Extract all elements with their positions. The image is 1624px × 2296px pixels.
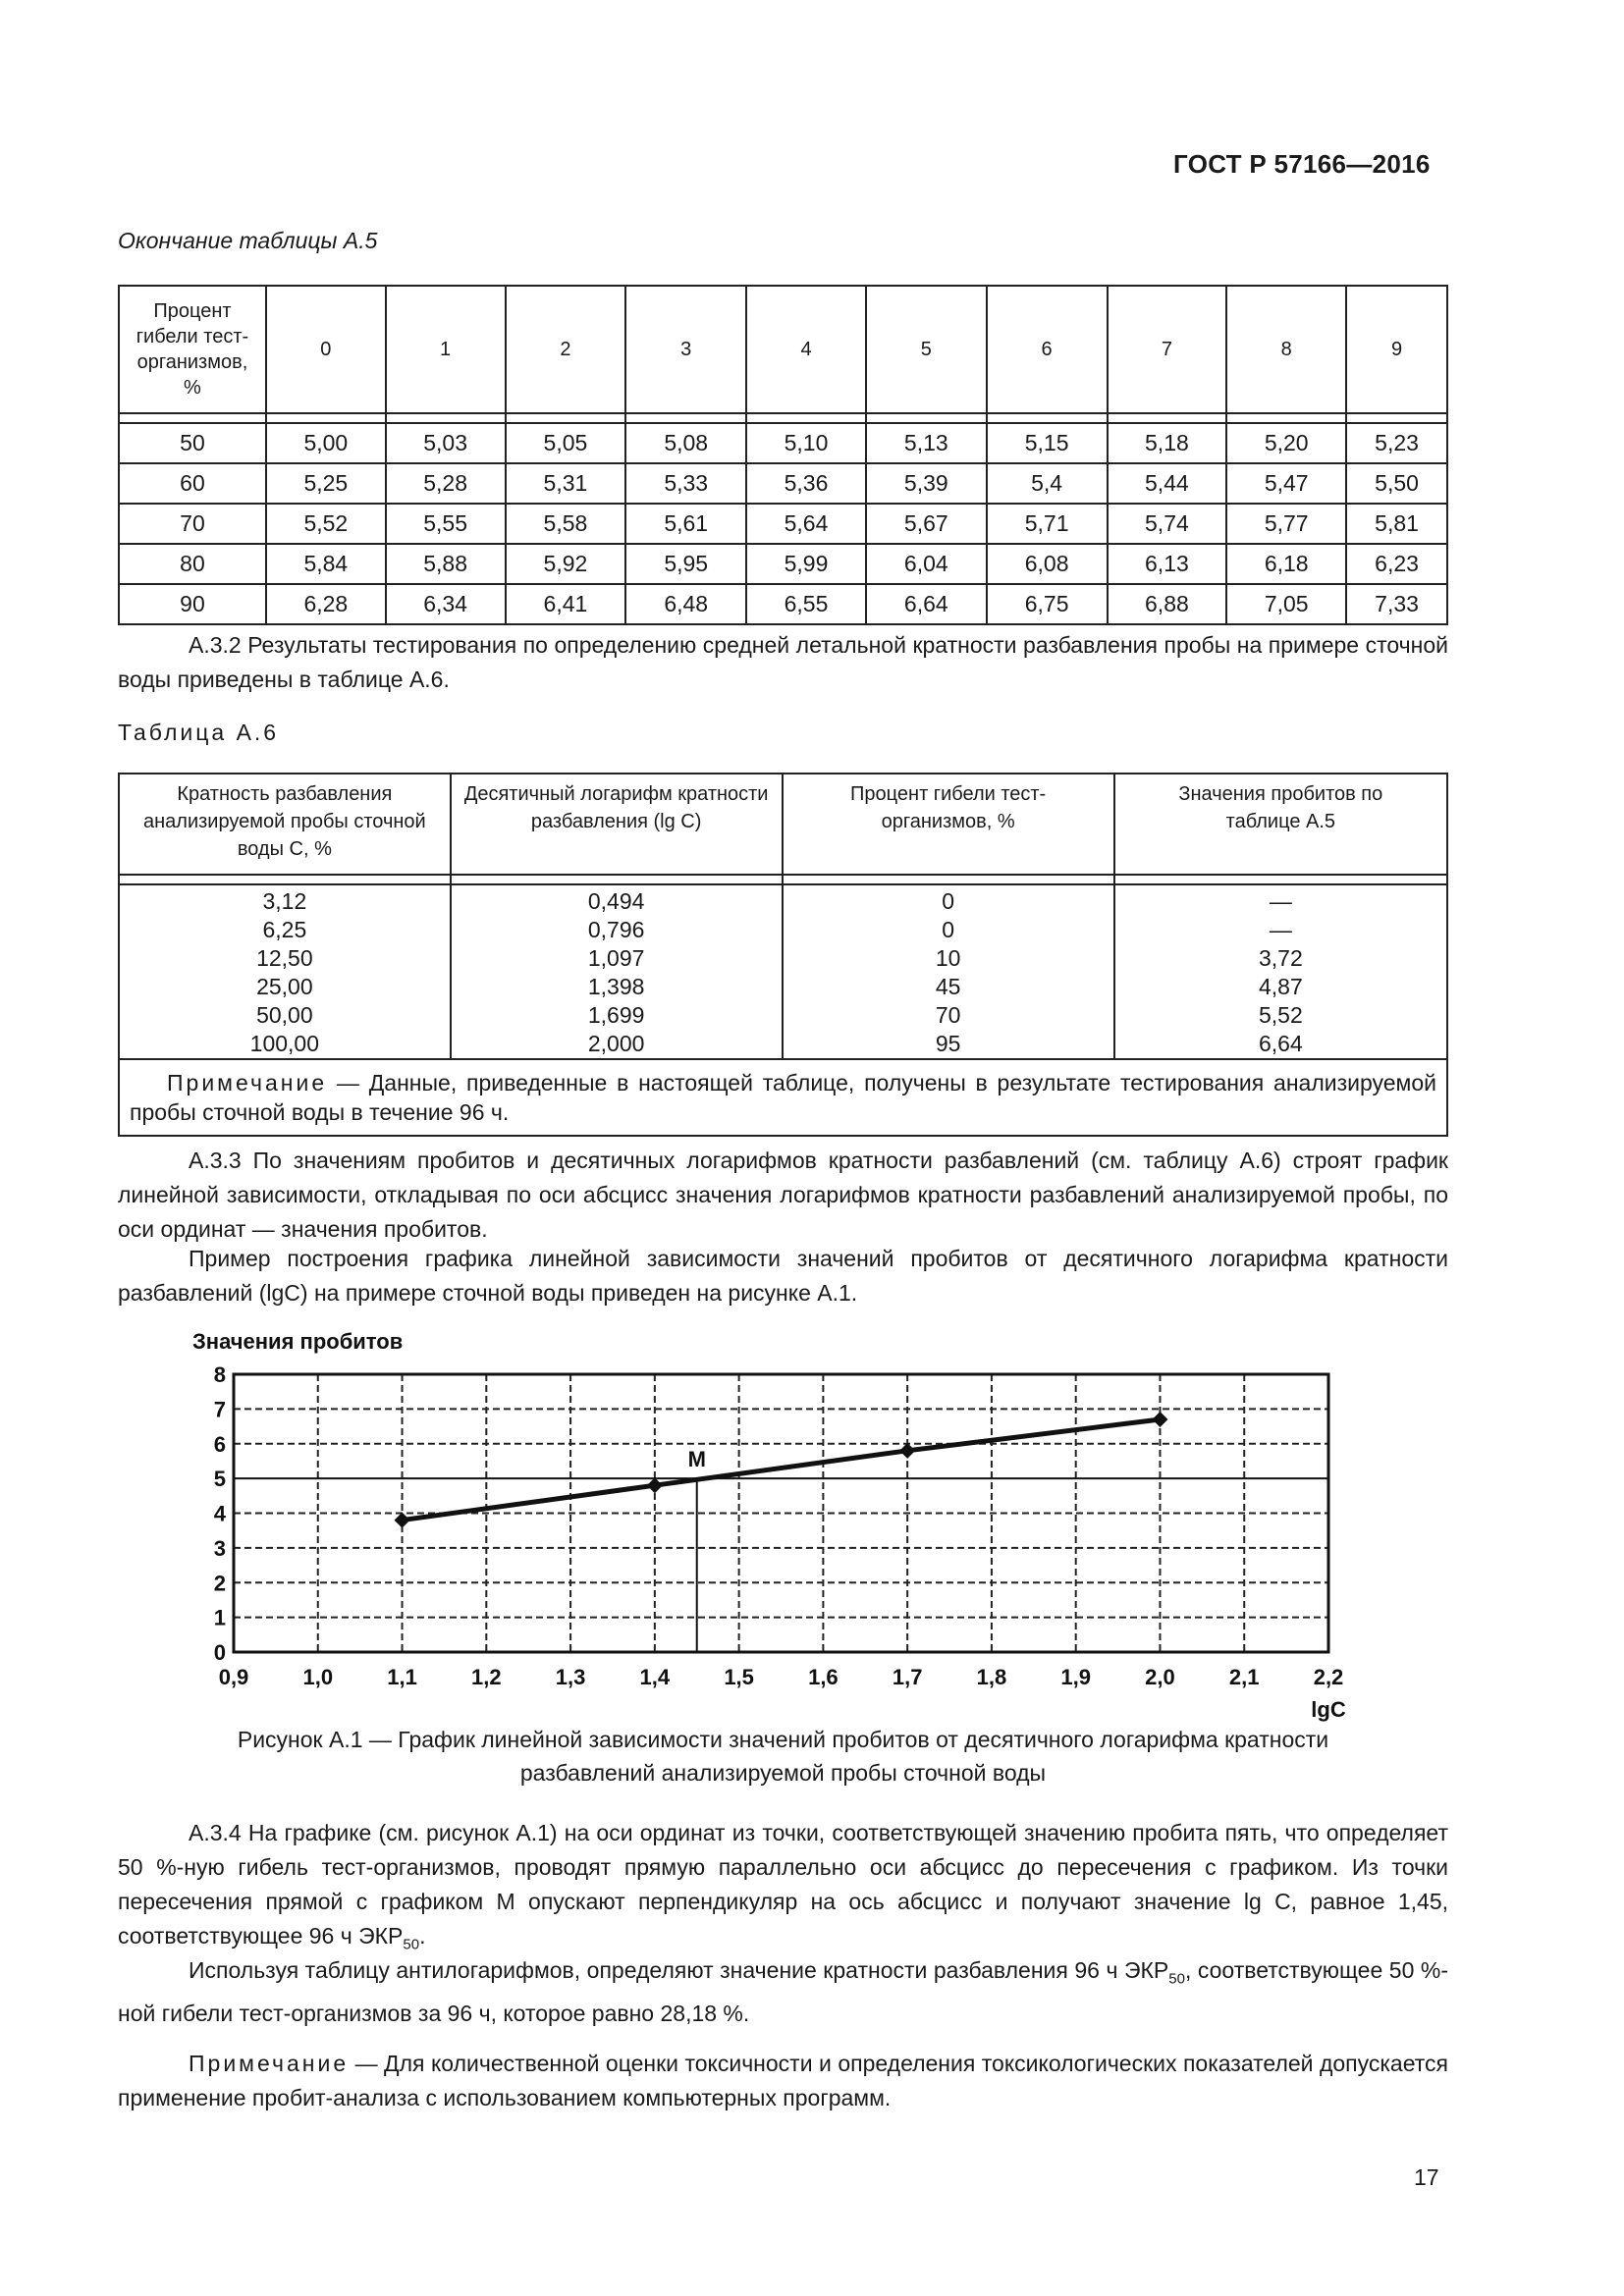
table-cell: 6,64 [1258, 1031, 1303, 1056]
table-a6-col-dilution [119, 884, 451, 1059]
x-tick-label: 1,0 [302, 1665, 334, 1689]
x-tick-label: 1,2 [471, 1665, 502, 1689]
table-cell: 5,05 [506, 423, 626, 463]
table-a5-header-col: 1 [386, 286, 506, 413]
table-cell: 70 [935, 1002, 961, 1028]
x-tick-label: 1,8 [976, 1665, 1007, 1689]
table-cell: 0,796 [587, 917, 645, 942]
table-cell: 50,00 [256, 1002, 313, 1028]
table-a6-header-1: Кратность разбавления анализируемой пробы сточной воды С, % [119, 774, 451, 875]
table-cell: 5,50 [1346, 463, 1447, 504]
table-cell: 6,48 [625, 584, 746, 624]
table-cell: 5,64 [746, 504, 866, 544]
paragraph-a32: А.3.2 Результаты тестирования по определению средней летальной кратности разбавления пробы на примере сточной воды приведены в таблице А.6. [118, 632, 1448, 692]
table-cell: 5,74 [1108, 504, 1227, 544]
final-note: Примечание — Для количественной оценки токсичности и определения токсикологических показателей допускается применение пробит-анализа с использованием компьютерных программ. [118, 2051, 1448, 2110]
table-cell: 5,84 [266, 544, 386, 584]
table-cell: 5,88 [386, 544, 506, 584]
paragraph-antilog: Используя таблицу антилогарифмов, определяют значение кратности разбавления 96 ч $ЭКР_{50}$, соответствующее 50 %-ной гибели тест-организмов за 96 ч, которое равно 28,18 %. [118, 1957, 1448, 2026]
table-a5-header-col: 3 [625, 286, 746, 413]
data-point-marker [395, 1513, 410, 1528]
table-cell: 1,398 [587, 974, 645, 999]
data-point-marker [1152, 1412, 1167, 1427]
table-a6-col-log [451, 884, 783, 1059]
table-a5-header-col: 5 [866, 286, 987, 413]
marker-label-m: М [687, 1447, 706, 1472]
table-a6-note: Примечание — Данные, приведенные в настоящей таблице, получены в результате тестирования анализируемой пробы сточной воды в течение 96 ч. [119, 1059, 1447, 1136]
table-cell: 5,52 [1258, 1002, 1303, 1028]
table-cell: 6,04 [866, 544, 987, 584]
table-cell: 5,52 [266, 504, 386, 544]
table-a6-note-row [119, 1059, 1447, 1136]
table-a6-header-3: Процент гибели тест-организмов, % [783, 774, 1114, 875]
x-axis-label: lgС [1311, 1697, 1346, 1722]
x-tick-label: 2,2 [1313, 1665, 1344, 1689]
table-cell: 45 [935, 974, 961, 999]
table-cell: 5,00 [266, 423, 386, 463]
table-a6 [118, 773, 1448, 1137]
table-a5-header-first: Процент гибели тест-организмов, % [119, 286, 266, 413]
x-tick-label: 1,5 [724, 1665, 754, 1689]
table-a5 [118, 285, 1448, 625]
table-cell: 50 [119, 423, 266, 463]
y-tick-label: 6 [213, 1431, 226, 1457]
table-a5-header-col: 7 [1108, 286, 1227, 413]
table-cell: 5,03 [386, 423, 506, 463]
page-number: 17 [1414, 2164, 1439, 2190]
table-cell: 5,55 [386, 504, 506, 544]
x-tick-label: 2,0 [1145, 1665, 1175, 1689]
table-cell: 0 [942, 888, 955, 914]
table-cell: 5,25 [266, 463, 386, 504]
table-cell: 3,72 [1258, 945, 1303, 971]
table-cell: 6,23 [1346, 544, 1447, 584]
table-a6-col-mortality [783, 884, 1114, 1059]
table-a5-header-col: 4 [746, 286, 866, 413]
table-a5-caption: Окончание таблицы А.5 [118, 228, 378, 253]
table-a5-gap [119, 413, 1447, 423]
table-cell: 10 [935, 945, 961, 971]
y-tick-label: 4 [213, 1501, 226, 1526]
table-cell: 6,55 [746, 584, 866, 624]
y-tick-label: 3 [213, 1535, 226, 1561]
table-cell: 5,4 [987, 463, 1108, 504]
y-tick-label: 0 [213, 1640, 226, 1665]
table-cell: 5,08 [625, 423, 746, 463]
table-cell: 5,23 [1346, 423, 1447, 463]
table-cell: 100,00 [249, 1031, 320, 1056]
table-a5-header-col: 9 [1346, 286, 1447, 413]
table-cell: 3,12 [262, 888, 307, 914]
table-cell: 5,47 [1226, 463, 1346, 504]
table-cell: 1,097 [587, 945, 645, 971]
table-cell: 5,36 [746, 463, 866, 504]
table-row [119, 584, 1447, 624]
table-cell: 90 [119, 584, 266, 624]
table-cell: 6,08 [987, 544, 1108, 584]
x-tick-label: 2,1 [1228, 1665, 1260, 1689]
table-cell: 0,494 [587, 888, 645, 914]
table-cell: 6,28 [266, 584, 386, 624]
table-cell: 5,99 [746, 544, 866, 584]
table-cell: 6,64 [866, 584, 987, 624]
x-tick-label: 1,1 [387, 1665, 417, 1689]
table-row [119, 544, 1447, 584]
table-cell: 12,50 [256, 945, 313, 971]
y-axis-label: Значения пробитов [192, 1329, 404, 1354]
table-a6-header-2: Десятичный логарифм кратности разбавления (lg С) [451, 774, 783, 875]
x-tick-label: 1,6 [808, 1665, 839, 1689]
paragraph-a34: А.3.4 На графике (см. рисунок А.1) на оси ординат из точки, соответствующей значению пробита пять, что определяет 50 %-ную гибель тест-организмов, проводят прямую параллельно оси абсцисс до пересечения с графиком. Из точки пересечения прямой с графиком М опускают перпендикуляр на ось абсцисс и получают значение lg С, равное 1,45, соответствующее 96 ч $ЭКР_{50}$. [118, 1820, 1448, 1953]
table-cell: 6,13 [1108, 544, 1227, 584]
table-cell: 25,00 [256, 974, 313, 999]
table-cell: 5,31 [506, 463, 626, 504]
probit-chart [177, 1320, 1365, 1733]
table-cell: 5,39 [866, 463, 987, 504]
table-a5-header-col: 6 [987, 286, 1108, 413]
table-a6-header-row [119, 774, 1447, 875]
table-cell: 5,10 [746, 423, 866, 463]
table-row [119, 504, 1447, 544]
table-cell: 5,71 [987, 504, 1108, 544]
paragraph-a33: А.3.3 По значениям пробитов и десятичных логарифмов кратности разбавлений (см. таблицу А.6) строят график линейной зависимости, откладывая по оси абсцисс значения логарифмов кратности разбавлений анализируемой пробы, по оси ординат — значения пробитов. [118, 1148, 1448, 1242]
data-point-marker [647, 1477, 663, 1493]
table-cell: 5,13 [866, 423, 987, 463]
table-cell: 70 [119, 504, 266, 544]
table-a6-data-row [119, 884, 1447, 1059]
table-cell: 80 [119, 544, 266, 584]
table-cell: — [1269, 917, 1292, 942]
table-a5-header-row [119, 286, 1447, 413]
table-a6-col-probit [1114, 884, 1447, 1059]
table-cell: — [1269, 888, 1292, 914]
series-line [403, 1419, 1161, 1521]
table-cell: 5,44 [1108, 463, 1227, 504]
table-cell: 1,699 [587, 1002, 645, 1028]
data-point-marker [899, 1443, 915, 1459]
y-tick-label: 5 [213, 1467, 226, 1492]
table-cell: 5,28 [386, 463, 506, 504]
table-cell: 6,25 [262, 917, 307, 942]
x-tick-label: 1,9 [1060, 1665, 1091, 1689]
table-a5-header-col: 8 [1226, 286, 1346, 413]
table-cell: 5,92 [506, 544, 626, 584]
figure-caption: Рисунок А.1 — График линейной зависимости значений пробитов от десятичного логарифма кратности разбавлений анализируемой пробы сточной воды [237, 1727, 1329, 1786]
table-cell: 5,61 [625, 504, 746, 544]
table-a6-caption: Таблица А.6 [118, 720, 280, 745]
x-tick-label: 1,4 [639, 1665, 671, 1689]
table-a5-header-col: 0 [266, 286, 386, 413]
table-row [119, 423, 1447, 463]
table-cell: 5,81 [1346, 504, 1447, 544]
x-tick-label: 1,7 [892, 1665, 923, 1689]
table-cell: 60 [119, 463, 266, 504]
table-a5-header-col: 2 [506, 286, 626, 413]
table-cell: 5,58 [506, 504, 626, 544]
table-cell: 95 [935, 1031, 961, 1056]
table-cell: 6,34 [386, 584, 506, 624]
table-cell: 5,77 [1226, 504, 1346, 544]
table-cell: 2,000 [587, 1031, 645, 1056]
table-cell: 6,75 [987, 584, 1108, 624]
document-code: ГОСТ Р 57166—2016 [1173, 149, 1431, 179]
table-a6-header-4: Значения пробитов по таблице А.5 [1114, 774, 1447, 875]
x-tick-label: 0,9 [218, 1665, 249, 1689]
table-cell: 5,67 [866, 504, 987, 544]
table-a6-gap [119, 875, 1447, 884]
table-cell: 6,88 [1108, 584, 1227, 624]
table-cell: 6,18 [1226, 544, 1346, 584]
table-row [119, 463, 1447, 504]
table-cell: 5,95 [625, 544, 746, 584]
table-cell: 0 [942, 917, 955, 942]
table-cell: 5,20 [1226, 423, 1346, 463]
y-tick-label: 2 [213, 1571, 226, 1596]
x-tick-label: 1,3 [555, 1665, 586, 1689]
table-cell: 4,87 [1258, 974, 1303, 999]
table-cell: 5,33 [625, 463, 746, 504]
table-cell: 7,33 [1346, 584, 1447, 624]
y-tick-label: 7 [213, 1397, 226, 1422]
table-cell: 6,41 [506, 584, 626, 624]
table-cell: 5,15 [987, 423, 1108, 463]
table-cell: 5,18 [1108, 423, 1227, 463]
y-tick-label: 1 [213, 1605, 226, 1630]
y-tick-label: 8 [213, 1362, 226, 1387]
paragraph-example: Пример построения графика линейной зависимости значений пробитов от десятичного логарифма кратности разбавлений (lgС) на примере сточной воды приведен на рисунке А.1. [118, 1246, 1448, 1306]
table-cell: 7,05 [1226, 584, 1346, 624]
